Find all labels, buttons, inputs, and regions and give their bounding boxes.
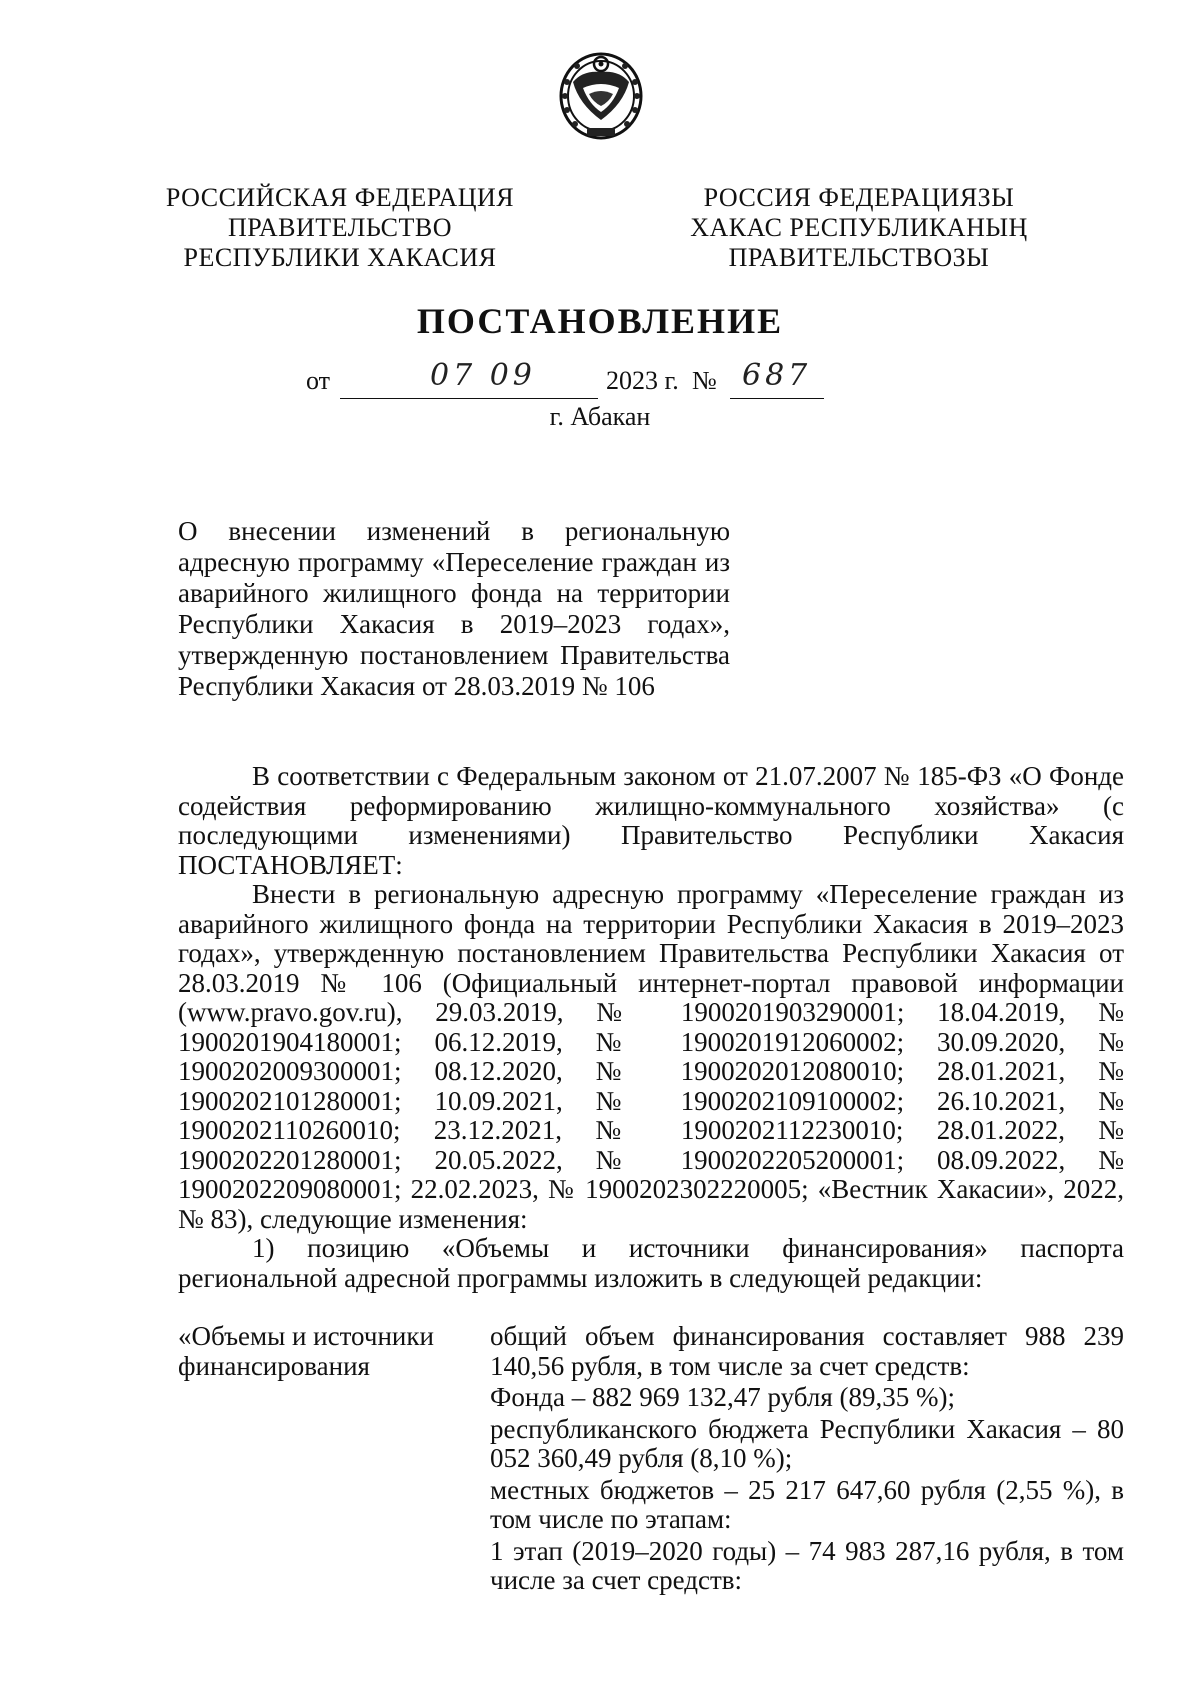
document-body (178, 762, 1124, 1293)
financing-line-5: 1 этап (2019–2020 годы) – 74 983 287,16 рубля, в том числе за счет средств: (490, 1535, 1124, 1595)
body-paragraph-1: В соответствии с Федеральным законом от 21.07.2007 № 185-ФЗ «О Фонде содействия реформированию жилищно-коммунального хозяйства» (с последующими изменениями) Правительство Республики Хакасия ПОСТАНОВЛЯЕТ: (178, 761, 1124, 880)
body-paragraph-2: Внести в региональную адресную программу «Переселение граждан из аварийного жилищного фонда на территории Республики Хакасия в 2019–2023 годах», утвержденную постановлением Правительства Республики Хакасия от 28.03.2019 № 106 (Официальный интернет-портал правовой информации (www.pravo.gov.ru), 29.03.2019, № 1900201903290001; 18.04.2019, № 1900201904180001; 06.12.2019, № 1900201912060002; 30.09.2020, № 1900202009300001; 08.12.2020, № 1900202012080010; 28.01.2021, № 1900202101280001; 10.09.2021, № 1900202109100002; 26.10.2021, № 1900202110260010; 23.12.2021, № 1900202112230010; 28.01.2022, № 1900202201280001; 20.05.2022, № 1900202205200001; 08.09.2022, № 1900202209080001; 22.02.2023, № 1900202302220005; «Вестник Хакасии», 2022, № 83), следующие изменения: (178, 879, 1124, 1234)
body-paragraph-3: 1) позицию «Объемы и источники финансирования» паспорта региональной адресной программы изложить в следующей редакции: (178, 1233, 1124, 1293)
financing-line-2: Фонда – 882 969 132,47 рубля (89,35 %); (490, 1382, 955, 1412)
handwritten-date: 07 09 (430, 358, 536, 393)
header-left-line-2: ПРАВИТЕЛЬСТВО (228, 213, 452, 242)
date-prefix: от (306, 366, 331, 395)
handwritten-number: 687 (742, 358, 812, 393)
financing-line-4: местных бюджетов – 25 217 647,60 рубля (2,55 %), в том числе по этапам: (490, 1474, 1124, 1534)
header-right-block (664, 183, 1054, 273)
date-year: 2023 г. (606, 366, 679, 395)
header-right-line-3: ПРАВИТЕЛЬСТВОЗЫ (728, 243, 990, 272)
financing-label: «Объемы и источники финансирования (178, 1321, 434, 1381)
header-left-block (150, 183, 530, 273)
document-title: ПОСТАНОВЛЕНИЕ (416, 301, 784, 341)
financing-line-1: общий объем финансирования составляет 988 239 140,56 рубля, в том числе за счет средств: (490, 1321, 1124, 1381)
number-sign: № (692, 366, 717, 395)
city-name: г. Абакан (549, 402, 651, 431)
header-right-line-1: РОССИЯ ФЕДЕРАЦИЯЗЫ (703, 183, 1015, 212)
header-right-line-2: ХАКАС РЕСПУБЛИКАНЫҢ (690, 213, 1028, 242)
financing-line-3: республиканского бюджета Республики Хакасия – 80 052 360,49 рубля (8,10 %); (490, 1413, 1124, 1473)
financing-details (490, 1322, 1124, 1598)
header-left-line-3: РЕСПУБЛИКИ ХАКАСИЯ (183, 243, 497, 272)
coat-of-arms-emblem-icon (553, 42, 649, 148)
document-subject: О внесении изменений в региональную адресную программу «Переселение граждан из аварийного жилищного фонда на территории Республики Хакасия в 2019–2023 годах», утвержденную постановлением Правительства Республики Хакасия от 28.03.2019 № 106 (178, 516, 730, 701)
header-left-line-1: РОССИЙСКАЯ ФЕДЕРАЦИЯ (165, 183, 515, 212)
